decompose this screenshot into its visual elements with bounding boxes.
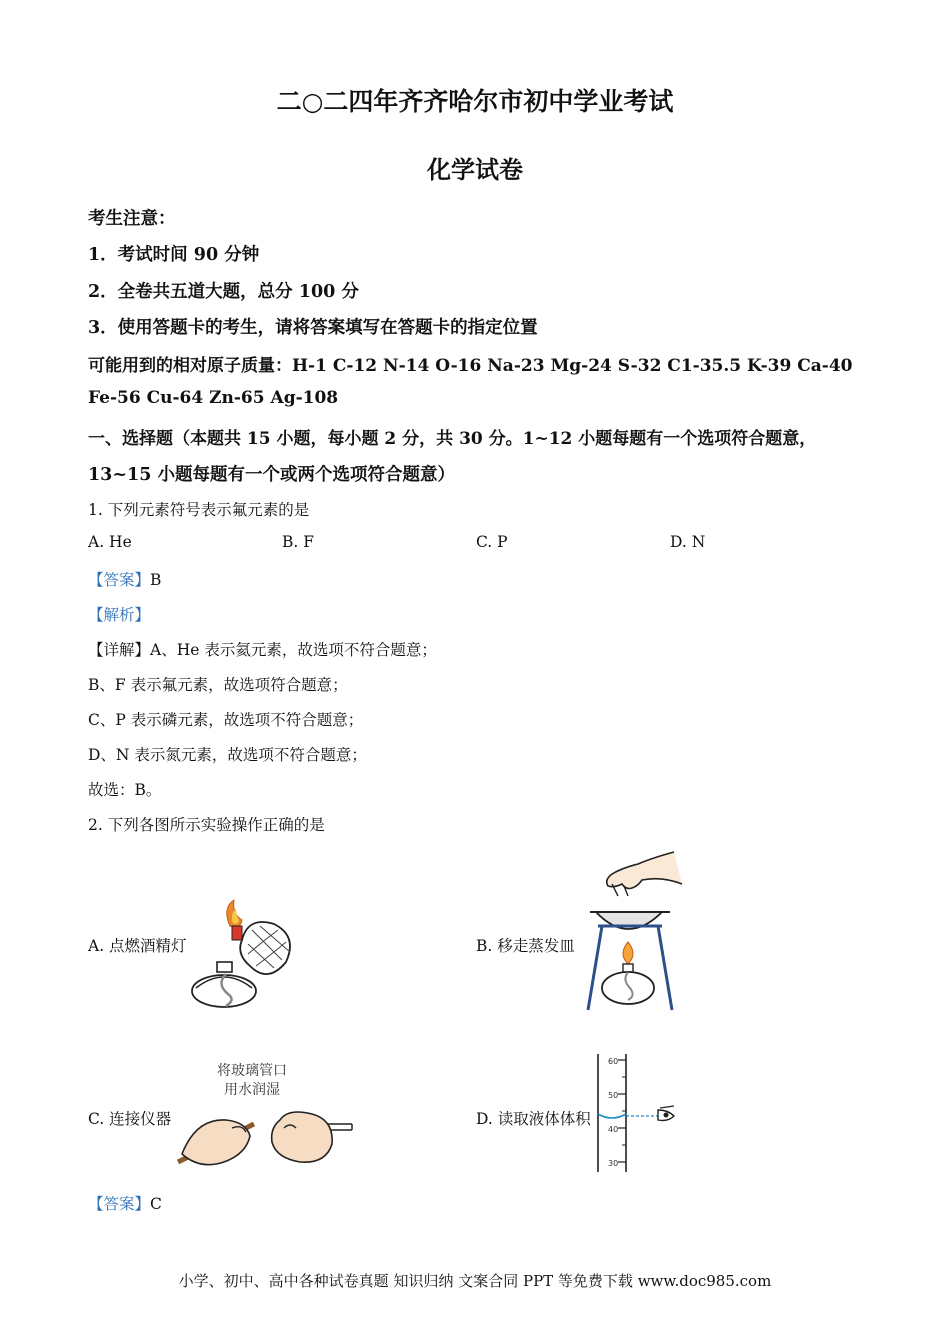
answer-tag: 【答案】: [88, 1195, 151, 1213]
q1-stem: 1. 下列元素符号表示氟元素的是: [88, 501, 310, 519]
q2-stem: 2. 下列各图所示实验操作正确的是: [88, 816, 325, 834]
figure-c-caption-1: 将玻璃管口: [217, 1063, 287, 1079]
detail-text: A、He 表示氦元素，故选项不符合题意；: [150, 641, 437, 659]
tick-label-60: 60: [608, 1057, 619, 1066]
section-heading-line-2: 13~15 小题每题有一个或两个选项符合题意）: [88, 465, 455, 485]
q1-option-b: B. F: [282, 533, 314, 551]
q2-option-a: A. 点燃酒精灯: [88, 937, 187, 955]
q1-option-a: A. He: [88, 533, 132, 551]
figure-c-connecting-tubes: [176, 1058, 356, 1170]
figure-c-caption-2: 用水润湿: [224, 1082, 280, 1098]
page-title: 二○二四年齐齐哈尔市初中学业考试: [276, 87, 674, 116]
q2-option-d: D. 读取液体体积: [476, 1110, 591, 1128]
tick-label-30: 30: [608, 1159, 619, 1168]
q2-option-c: C. 连接仪器: [88, 1110, 172, 1128]
notice-heading: 考生注意：: [88, 209, 176, 229]
q1-detail-4: D、N 表示氮元素，故选项不符合题意；: [88, 746, 367, 764]
page-footer: 小学、初中、高中各种试卷真题 知识归纳 文案合同 PPT 等免费下载 www.doc985.com: [178, 1272, 772, 1290]
q1-option-d: D. N: [670, 533, 706, 551]
page-subtitle: 化学试卷: [427, 155, 523, 184]
atomic-mass-line-1: 可能用到的相对原子质量：H-1 C-12 N-14 O-16 Na-23 Mg-24 S-32 C1-35.5 K-39 Ca-40: [88, 356, 853, 376]
q1-detail-2: B、F 表示氟元素，故选项符合题意；: [88, 676, 348, 694]
tick-label-40: 40: [608, 1125, 619, 1134]
q1-analysis-tag: 【解析】: [88, 606, 151, 624]
detail-tag: 【详解】: [88, 641, 151, 659]
q1-detail-3: C、P 表示磷元素，故选项不符合题意；: [88, 711, 364, 729]
answer-tag: 【答案】: [88, 571, 151, 589]
q1-answer: [88, 568, 161, 590]
q1-detail-1: [88, 638, 437, 660]
notice-item-1: 1．考试时间 90 分钟: [88, 245, 260, 265]
figure-a-lighting-lamp: [186, 896, 306, 1012]
tick-label-50: 50: [608, 1091, 619, 1100]
q2-option-b: B. 移走蒸发皿: [476, 937, 575, 955]
q1-option-c: C. P: [476, 533, 508, 551]
atomic-mass-line-2: Fe-56 Cu-64 Zn-65 Ag-108: [88, 388, 339, 408]
section-heading-line-1: 一、选择题（本题共 15 小题，每小题 2 分，共 30 分。1~12 小题每题有一个选项符合题意，: [88, 429, 817, 449]
q1-conclusion: 故选：B。: [88, 781, 162, 799]
q2-answer: [88, 1192, 162, 1214]
notice-item-3: 3．使用答题卡的考生，请将答案填写在答题卡的指定位置: [88, 318, 538, 338]
notice-item-2: 2．全卷共五道大题，总分 100 分: [88, 282, 359, 302]
answer-value: C: [150, 1195, 162, 1213]
answer-value: B: [150, 571, 162, 589]
figure-b-evaporating-dish: [582, 850, 702, 1022]
figure-d-graduated-cylinder: [590, 1050, 680, 1176]
